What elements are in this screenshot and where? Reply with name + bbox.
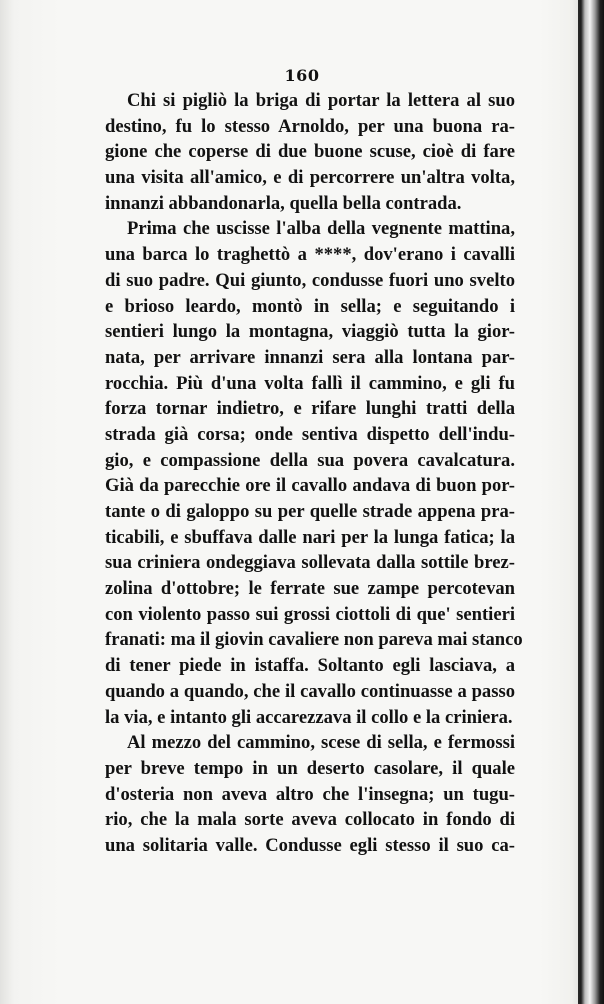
- text-line: sentieri lungo la montagna, viaggiò tutta la gior-: [105, 321, 515, 343]
- binding-gutter: [578, 0, 604, 1004]
- text-line: forza tornar indietro, e rifare lunghi tratti della: [105, 398, 515, 420]
- text-line: con violento passo sui grossi ciottoli di que' sentieri: [105, 603, 515, 625]
- text-line: franati: ma il giovin cavaliere non pareva mai stanco: [105, 629, 523, 651]
- body-text: [105, 88, 523, 859]
- text-line: nata, per arrivare innanzi sera alla lontana par-: [105, 346, 515, 368]
- text-line: sua criniera ondeggiava sollevata dalla sottile brez-: [105, 552, 515, 574]
- text-line: di suo padre. Qui giunto, condusse fuori uno svelto: [105, 269, 515, 291]
- text-line: rio, che la mala sorte aveva collocato in fondo di: [105, 809, 515, 831]
- text-line: e brioso leardo, montò in sella; e seguitando i: [105, 295, 515, 317]
- page-number: 160: [284, 66, 320, 85]
- text-line: una barca lo traghettò a ****, dov'erano i cavalli: [105, 244, 515, 266]
- text-line: una solitaria valle. Condusse egli stesso il suo ca-: [105, 834, 515, 856]
- text-line: Prima che uscisse l'alba della vegnente mattina,: [127, 218, 515, 240]
- text-line: strada già corsa; onde sentiva dispetto dell'indu-: [105, 423, 515, 445]
- text-line: la via, e intanto gli accarezzava il collo e la criniera.: [105, 706, 513, 728]
- text-line: Al mezzo del cammino, scese di sella, e fermossi: [127, 732, 515, 754]
- text-line: d'osteria non aveva altro che l'insegna; un tugu-: [105, 783, 515, 805]
- text-line: ticabili, e sbuffava dalle nari per la lunga fatica; la: [105, 526, 515, 548]
- text-line: una visita all'amico, e di percorrere un'altra volta,: [105, 167, 515, 189]
- text-line: per breve tempo in un deserto casolare, il quale: [105, 757, 515, 779]
- text-line: gio, e compassione della sua povera cavalcatura.: [105, 449, 515, 471]
- text-line: destino, fu lo stesso Arnoldo, per una buona ra-: [105, 115, 515, 137]
- text-line: Già da parecchie ore il cavallo andava di buon por-: [105, 475, 515, 497]
- text-line: gione che coperse di due buone scuse, cioè di fare: [105, 141, 515, 163]
- text-line: tante o di galoppo su per quelle strade appena pra-: [105, 501, 515, 522]
- text-line: rocchia. Più d'una volta fallì il cammino, e gli fu: [105, 372, 515, 394]
- text-line: quando a quando, che il cavallo continuasse a passo: [105, 680, 515, 702]
- text-line: innanzi abbandonarla, quella bella contrada.: [105, 192, 462, 214]
- text-line: Chi si pigliò la briga di portar la lettera al suo: [127, 90, 515, 111]
- text-line: di tener piede in istaffa. Soltanto egli lasciava, a: [105, 655, 515, 677]
- text-line: zolina d'ottobre; le ferrate sue zampe percotevan: [105, 578, 515, 600]
